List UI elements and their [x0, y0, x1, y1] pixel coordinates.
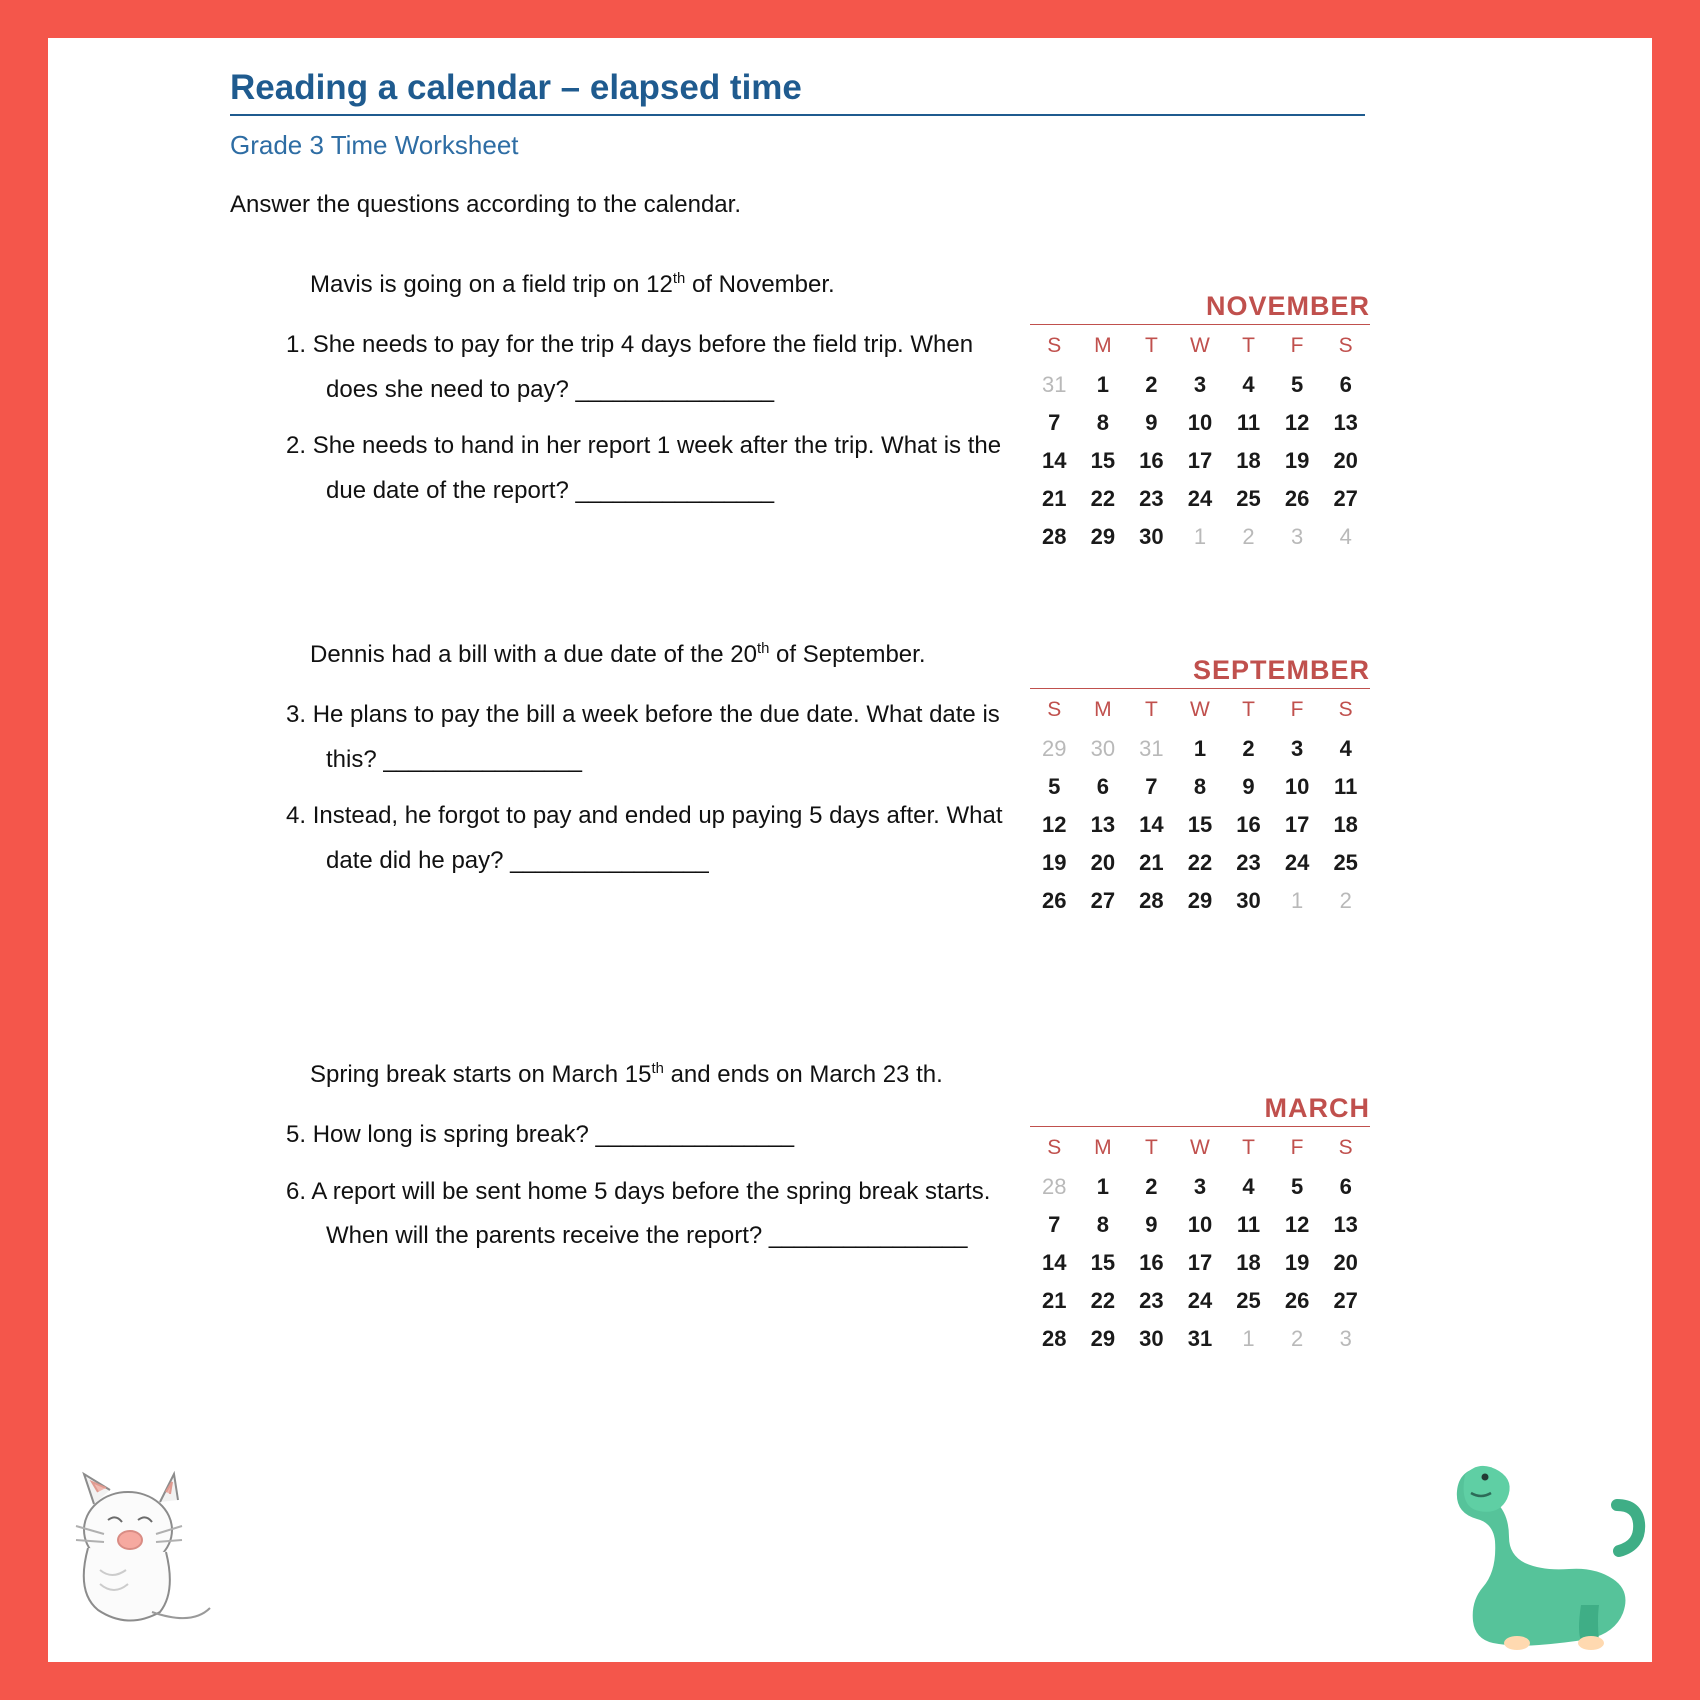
calendar-weekday: S [1047, 334, 1062, 357]
calendar-weekday: T [1242, 698, 1255, 721]
calendar-day: 1 [1242, 1326, 1255, 1351]
question-number: 2. [286, 432, 307, 460]
calendar-weekday: T [1144, 698, 1158, 721]
calendar-day: 16 [1139, 1250, 1164, 1275]
calendar-day: 6 [1339, 372, 1352, 397]
calendar-day: 17 [1187, 448, 1213, 473]
calendar-day: 6 [1339, 1174, 1352, 1199]
calendar-day: 20 [1090, 850, 1116, 875]
calendar-day: 1 [1096, 372, 1109, 397]
calendar-day: 12 [1042, 812, 1067, 837]
scenario-3-post: and ends on March 23 th. [663, 1061, 943, 1088]
scenario-text-2 [310, 633, 930, 677]
calendar-day: 11 [1334, 774, 1358, 799]
calendar-day: 11 [1236, 410, 1261, 435]
calendar-day: 18 [1236, 448, 1261, 473]
question-block-2 [230, 633, 1580, 1053]
calendar-day: 28 [1139, 888, 1164, 913]
calendar-week-row [1030, 518, 1370, 556]
calendar-day: 14 [1042, 1250, 1067, 1275]
question-list-2 [230, 693, 1030, 883]
question-text: He plans to pay the bill a week before the due date. What date is this? [312, 701, 1000, 773]
calendar-day: 28 [1042, 1326, 1067, 1351]
question-text: She needs to pay for the trip 4 days before the field trip. When does she need to pay? [312, 331, 974, 403]
title-divider [230, 114, 1365, 116]
calendar-day: 25 [1333, 850, 1358, 875]
calendar-day: 9 [1145, 410, 1158, 435]
calendar-day: 11 [1236, 1212, 1261, 1237]
calendar-day: 22 [1090, 1288, 1116, 1313]
calendar-day: 1 [1096, 1174, 1109, 1199]
calendar-day: 21 [1042, 1288, 1067, 1313]
calendar-day: 22 [1187, 850, 1213, 875]
calendar-day: 24 [1284, 850, 1310, 875]
calendar-day: 29 [1187, 888, 1213, 913]
calendar-week-row [1030, 404, 1370, 442]
calendar-day: 27 [1333, 1288, 1358, 1313]
question-number: 6. [286, 1177, 307, 1205]
calendar-day: 1 [1193, 736, 1207, 761]
calendar-weekday-row [1030, 1133, 1370, 1168]
calendar-weekday: T [1144, 334, 1158, 357]
calendar-day: 28 [1042, 1174, 1067, 1199]
calendar-march [1030, 1093, 1370, 1358]
calendar-weekday: F [1290, 1136, 1304, 1159]
answer-blank[interactable]: ________________ [768, 1222, 967, 1250]
calendar-week-row [1030, 1206, 1370, 1244]
scenario-1-post: of November. [685, 271, 835, 298]
calendar-day: 7 [1048, 410, 1061, 435]
calendar-day: 3 [1290, 736, 1304, 761]
calendar-week-row [1030, 1168, 1370, 1206]
question-number: 3. [286, 701, 307, 729]
calendar-day: 1 [1193, 524, 1207, 549]
question-number: 1. [286, 331, 307, 359]
calendar-day: 21 [1042, 486, 1067, 511]
calendar-week-row [1030, 442, 1370, 480]
calendar-weekday: T [1242, 1136, 1255, 1159]
question-block-3 [230, 1053, 1580, 1453]
calendar-day: 2 [1242, 736, 1255, 761]
calendar-day: 5 [1290, 1174, 1304, 1199]
calendar-day: 22 [1090, 486, 1116, 511]
calendar-day: 18 [1236, 1250, 1261, 1275]
calendar-day: 15 [1090, 448, 1116, 473]
calendar-day: 19 [1284, 1250, 1310, 1275]
calendar-day: 30 [1090, 736, 1116, 761]
calendar-month-name: MARCH [1030, 1093, 1370, 1127]
calendar-weekday: M [1094, 698, 1112, 721]
calendar-month-name: NOVEMBER [1030, 291, 1370, 325]
calendar-day: 26 [1284, 1288, 1310, 1313]
calendar-day: 12 [1284, 1212, 1310, 1237]
list-item [286, 794, 1030, 883]
calendar-weekday: S [1338, 698, 1353, 721]
calendar-day: 28 [1042, 524, 1067, 549]
question-number: 4. [286, 802, 307, 830]
calendar-weekday: S [1047, 698, 1062, 721]
calendar-day: 30 [1139, 524, 1164, 549]
calendar-day: 21 [1139, 850, 1164, 875]
calendar-day: 4 [1339, 524, 1352, 549]
calendar-week-row [1030, 768, 1370, 806]
question-column-3 [230, 1053, 1030, 1259]
calendar-day: 13 [1333, 410, 1358, 435]
calendar-weekday: F [1290, 698, 1304, 721]
scenario-3-pre: Spring break starts on March 15 [310, 1061, 652, 1088]
scenario-2-pre: Dennis had a bill with a due date of the 20 [310, 641, 757, 668]
calendar-body [1030, 730, 1370, 920]
worksheet-content [230, 68, 1580, 1453]
calendar-weekday: S [1338, 1136, 1353, 1159]
calendar-day: 25 [1236, 1288, 1261, 1313]
calendar-september [1030, 655, 1370, 920]
calendar-day: 26 [1284, 486, 1310, 511]
page-subtitle: Grade 3 Time Worksheet [230, 130, 519, 160]
calendar-week-row [1030, 882, 1370, 920]
calendar-day: 1 [1290, 888, 1304, 913]
calendar-day: 24 [1187, 1288, 1213, 1313]
calendar-day: 27 [1333, 486, 1358, 511]
answer-blank[interactable]: ________________ [575, 375, 774, 403]
calendar-day: 7 [1048, 1212, 1061, 1237]
calendar-week-row [1030, 806, 1370, 844]
calendar-weekday-row [1030, 695, 1370, 730]
list-item [286, 1170, 1030, 1259]
calendar-day: 14 [1042, 448, 1067, 473]
calendar-grid [1030, 1133, 1370, 1358]
calendar-day: 31 [1187, 1326, 1213, 1351]
calendar-week-row [1030, 1282, 1370, 1320]
calendar-day: 23 [1139, 1288, 1164, 1313]
scenario-2-post: of September. [769, 641, 926, 668]
calendar-day: 10 [1187, 1212, 1213, 1237]
question-number: 5. [286, 1121, 307, 1149]
calendar-day: 20 [1333, 448, 1358, 473]
scenario-1-pre: Mavis is going on a field trip on 12 [310, 271, 673, 298]
calendar-day: 2 [1145, 372, 1158, 397]
list-item [286, 1113, 1030, 1157]
calendar-day: 3 [1193, 1174, 1207, 1199]
calendar-weekday: M [1094, 334, 1112, 357]
calendar-grid [1030, 695, 1370, 920]
calendar-day: 3 [1290, 524, 1304, 549]
calendar-weekday: S [1047, 1136, 1062, 1159]
question-column-1 [230, 263, 1030, 513]
calendar-day: 29 [1090, 524, 1116, 549]
scenario-text-3 [310, 1053, 1010, 1097]
calendar-day: 5 [1048, 774, 1061, 799]
calendar-day: 4 [1242, 372, 1255, 397]
answer-blank[interactable]: ________________ [510, 846, 708, 874]
calendar-day: 31 [1139, 736, 1164, 761]
calendar-day: 2 [1242, 524, 1255, 549]
calendar-day: 25 [1236, 486, 1261, 511]
calendar-weekday: T [1144, 1136, 1158, 1159]
list-item [286, 323, 1030, 412]
calendar-day: 10 [1187, 410, 1213, 435]
calendar-day: 8 [1193, 774, 1207, 799]
calendar-day: 8 [1096, 410, 1109, 435]
calendar-grid [1030, 331, 1370, 556]
calendar-day: 2 [1339, 888, 1352, 913]
calendar-day: 16 [1139, 448, 1164, 473]
calendar-day: 30 [1236, 888, 1261, 913]
calendar-day: 30 [1139, 1326, 1164, 1351]
ordinal-suffix: th [756, 641, 770, 657]
calendar-day: 23 [1236, 850, 1261, 875]
calendar-day: 9 [1242, 774, 1255, 799]
dinosaur-icon [1431, 1441, 1646, 1656]
calendar-day: 13 [1090, 812, 1116, 837]
calendar-day: 2 [1290, 1326, 1304, 1351]
calendar-weekday: F [1290, 334, 1304, 357]
calendar-day: 19 [1284, 448, 1310, 473]
answer-blank[interactable]: ________________ [383, 745, 581, 773]
question-text: Instead, he forgot to pay and ended up paying 5 days after. What date did he pay? [312, 802, 1003, 874]
calendar-week-row [1030, 1244, 1370, 1282]
calendar-day: 3 [1193, 372, 1207, 397]
question-list-3 [230, 1113, 1030, 1258]
question-text: A report will be sent home 5 days before the spring break starts. When will the parents receive the report? [311, 1177, 991, 1250]
calendar-day: 13 [1333, 1212, 1358, 1237]
calendar-weekday: T [1242, 334, 1255, 357]
ordinal-suffix: th [672, 271, 686, 287]
page-title: Reading a calendar – elapsed time [230, 68, 802, 107]
question-column-2 [230, 633, 1030, 883]
question-list-1 [230, 323, 1030, 513]
calendar-day: 26 [1042, 888, 1067, 913]
calendar-weekday: W [1190, 698, 1210, 721]
kitten-icon [56, 1452, 226, 1652]
calendar-week-row [1030, 366, 1370, 404]
scenario-text-1 [310, 263, 1030, 307]
list-item [286, 424, 1030, 513]
calendar-weekday: M [1094, 1136, 1112, 1159]
instruction-text: Answer the questions according to the calendar. [230, 191, 741, 218]
calendar-day: 29 [1042, 736, 1067, 761]
calendar-day: 4 [1242, 1174, 1255, 1199]
calendar-day: 29 [1090, 1326, 1116, 1351]
calendar-day: 19 [1042, 850, 1067, 875]
calendar-day: 15 [1090, 1250, 1116, 1275]
calendar-day: 23 [1139, 486, 1164, 511]
calendar-weekday: W [1190, 334, 1210, 357]
worksheet-page [48, 38, 1652, 1662]
calendar-body [1030, 366, 1370, 556]
calendar-body [1030, 1168, 1370, 1358]
calendar-day: 4 [1339, 736, 1352, 761]
calendar-day: 27 [1090, 888, 1116, 913]
calendar-day: 16 [1236, 812, 1261, 837]
calendar-day: 2 [1145, 1174, 1158, 1199]
calendar-november [1030, 291, 1370, 556]
calendar-week-row [1030, 480, 1370, 518]
calendar-week-row [1030, 844, 1370, 882]
calendar-day: 17 [1284, 812, 1310, 837]
calendar-day: 31 [1042, 372, 1067, 397]
answer-blank[interactable]: ________________ [595, 1121, 794, 1149]
question-text: How long is spring break? [312, 1121, 589, 1149]
ordinal-suffix: th [651, 1061, 664, 1077]
answer-blank[interactable]: ________________ [575, 476, 774, 504]
calendar-day: 6 [1096, 774, 1109, 799]
calendar-day: 14 [1139, 812, 1164, 837]
calendar-weekday: W [1190, 1136, 1210, 1159]
calendar-day: 17 [1187, 1250, 1213, 1275]
calendar-weekday: S [1338, 334, 1353, 357]
calendar-day: 7 [1145, 774, 1158, 799]
calendar-day: 18 [1333, 812, 1358, 837]
calendar-day: 8 [1096, 1212, 1109, 1237]
calendar-weekday-row [1030, 331, 1370, 366]
calendar-day: 12 [1284, 410, 1310, 435]
calendar-day: 24 [1187, 486, 1213, 511]
calendar-month-name: SEPTEMBER [1030, 655, 1370, 689]
calendar-day: 3 [1339, 1326, 1352, 1351]
calendar-day: 5 [1290, 372, 1304, 397]
question-block-1 [230, 263, 1580, 633]
calendar-week-row [1030, 730, 1370, 768]
calendar-day: 9 [1145, 1212, 1158, 1237]
calendar-week-row [1030, 1320, 1370, 1358]
list-item [286, 693, 1030, 782]
question-text: She needs to hand in her report 1 week after the trip. What is the due date of the report? [312, 432, 1002, 504]
calendar-day: 20 [1333, 1250, 1358, 1275]
calendar-day: 10 [1284, 774, 1310, 799]
calendar-day: 15 [1187, 812, 1213, 837]
